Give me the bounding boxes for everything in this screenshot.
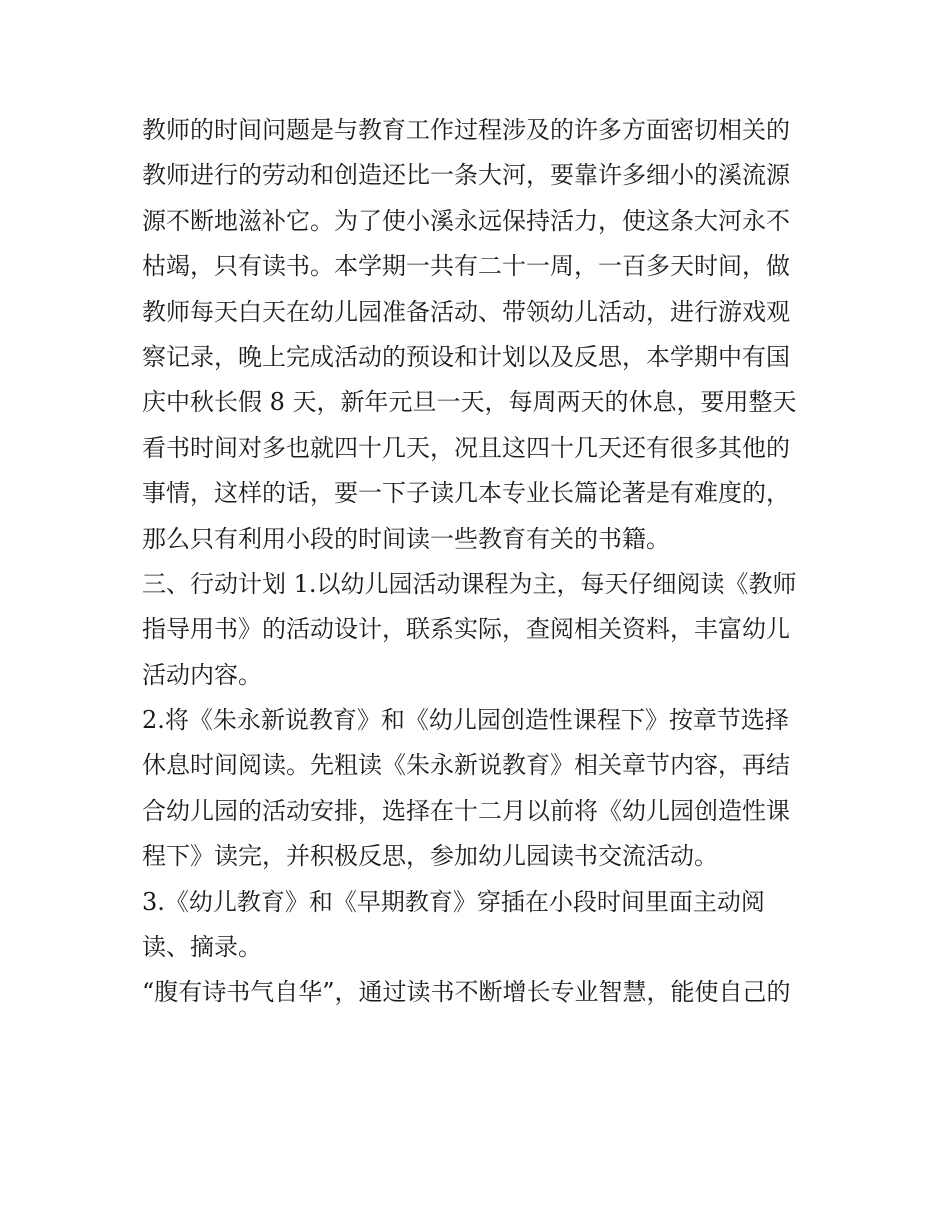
text-line: 教师的时间问题是与教育工作过程涉及的许多方面密切相关的 — [142, 116, 790, 144]
text-line: 事情，这样的话，要一下子读几本专业长篇论著是有难度的， — [142, 479, 790, 508]
text-line: 察记录，晚上完成活动的预设和计划以及反思，本学期中有国 — [142, 342, 790, 371]
text-line: 三、行动计划 1.以幼儿园活动课程为主，每天仔细阅读《教师 — [142, 569, 797, 598]
text-line: 程下》读完，并积极反思，参加幼儿园读书交流活动。 — [142, 842, 718, 871]
text-line: 合幼儿园的活动安排，选择在十二月以前将《幼儿园创造性课 — [142, 796, 790, 825]
text-line: 2.将《朱永新说教育》和《幼儿园创造性课程下》按章节选择 — [142, 706, 789, 735]
text-line: 源不断地滋补它。为了使小溪永远保持活力，使这条大河永不 — [142, 206, 790, 235]
text-line: 读、摘录。 — [142, 933, 262, 962]
text-line: “腹有诗书气自华”，通过读书不断增长专业智慧，能使自己的 — [142, 978, 791, 1007]
text-line: 活动内容。 — [142, 660, 262, 689]
text-line: 教师每天白天在幼儿园准备活动、带领幼儿活动，进行游戏观 — [142, 297, 790, 326]
text-line: 指导用书》的活动设计，联系实际，查阅相关资料，丰富幼儿 — [142, 615, 790, 644]
text-line: 庆中秋长假 8 天，新年元旦一天，每周两天的休息，要用整天 — [142, 388, 797, 417]
text-line: 看书时间对多也就四十几天，况且这四十几天还有很多其他的 — [142, 433, 790, 462]
text-line: 休息时间阅读。先粗读《朱永新说教育》相关章节内容，再结 — [142, 751, 790, 780]
text-line: 枯竭，只有读书。本学期一共有二十一周，一百多天时间，做 — [142, 252, 790, 281]
document-body — [142, 108, 822, 1016]
text-line: 那么只有利用小段的时间读一些教育有关的书籍。 — [142, 524, 670, 553]
text-line: 教师进行的劳动和创造还比一条大河，要靠许多细小的溪流源 — [142, 161, 790, 190]
text-line: 3.《幼儿教育》和《早期教育》穿插在小段时间里面主动阅 — [142, 887, 765, 916]
